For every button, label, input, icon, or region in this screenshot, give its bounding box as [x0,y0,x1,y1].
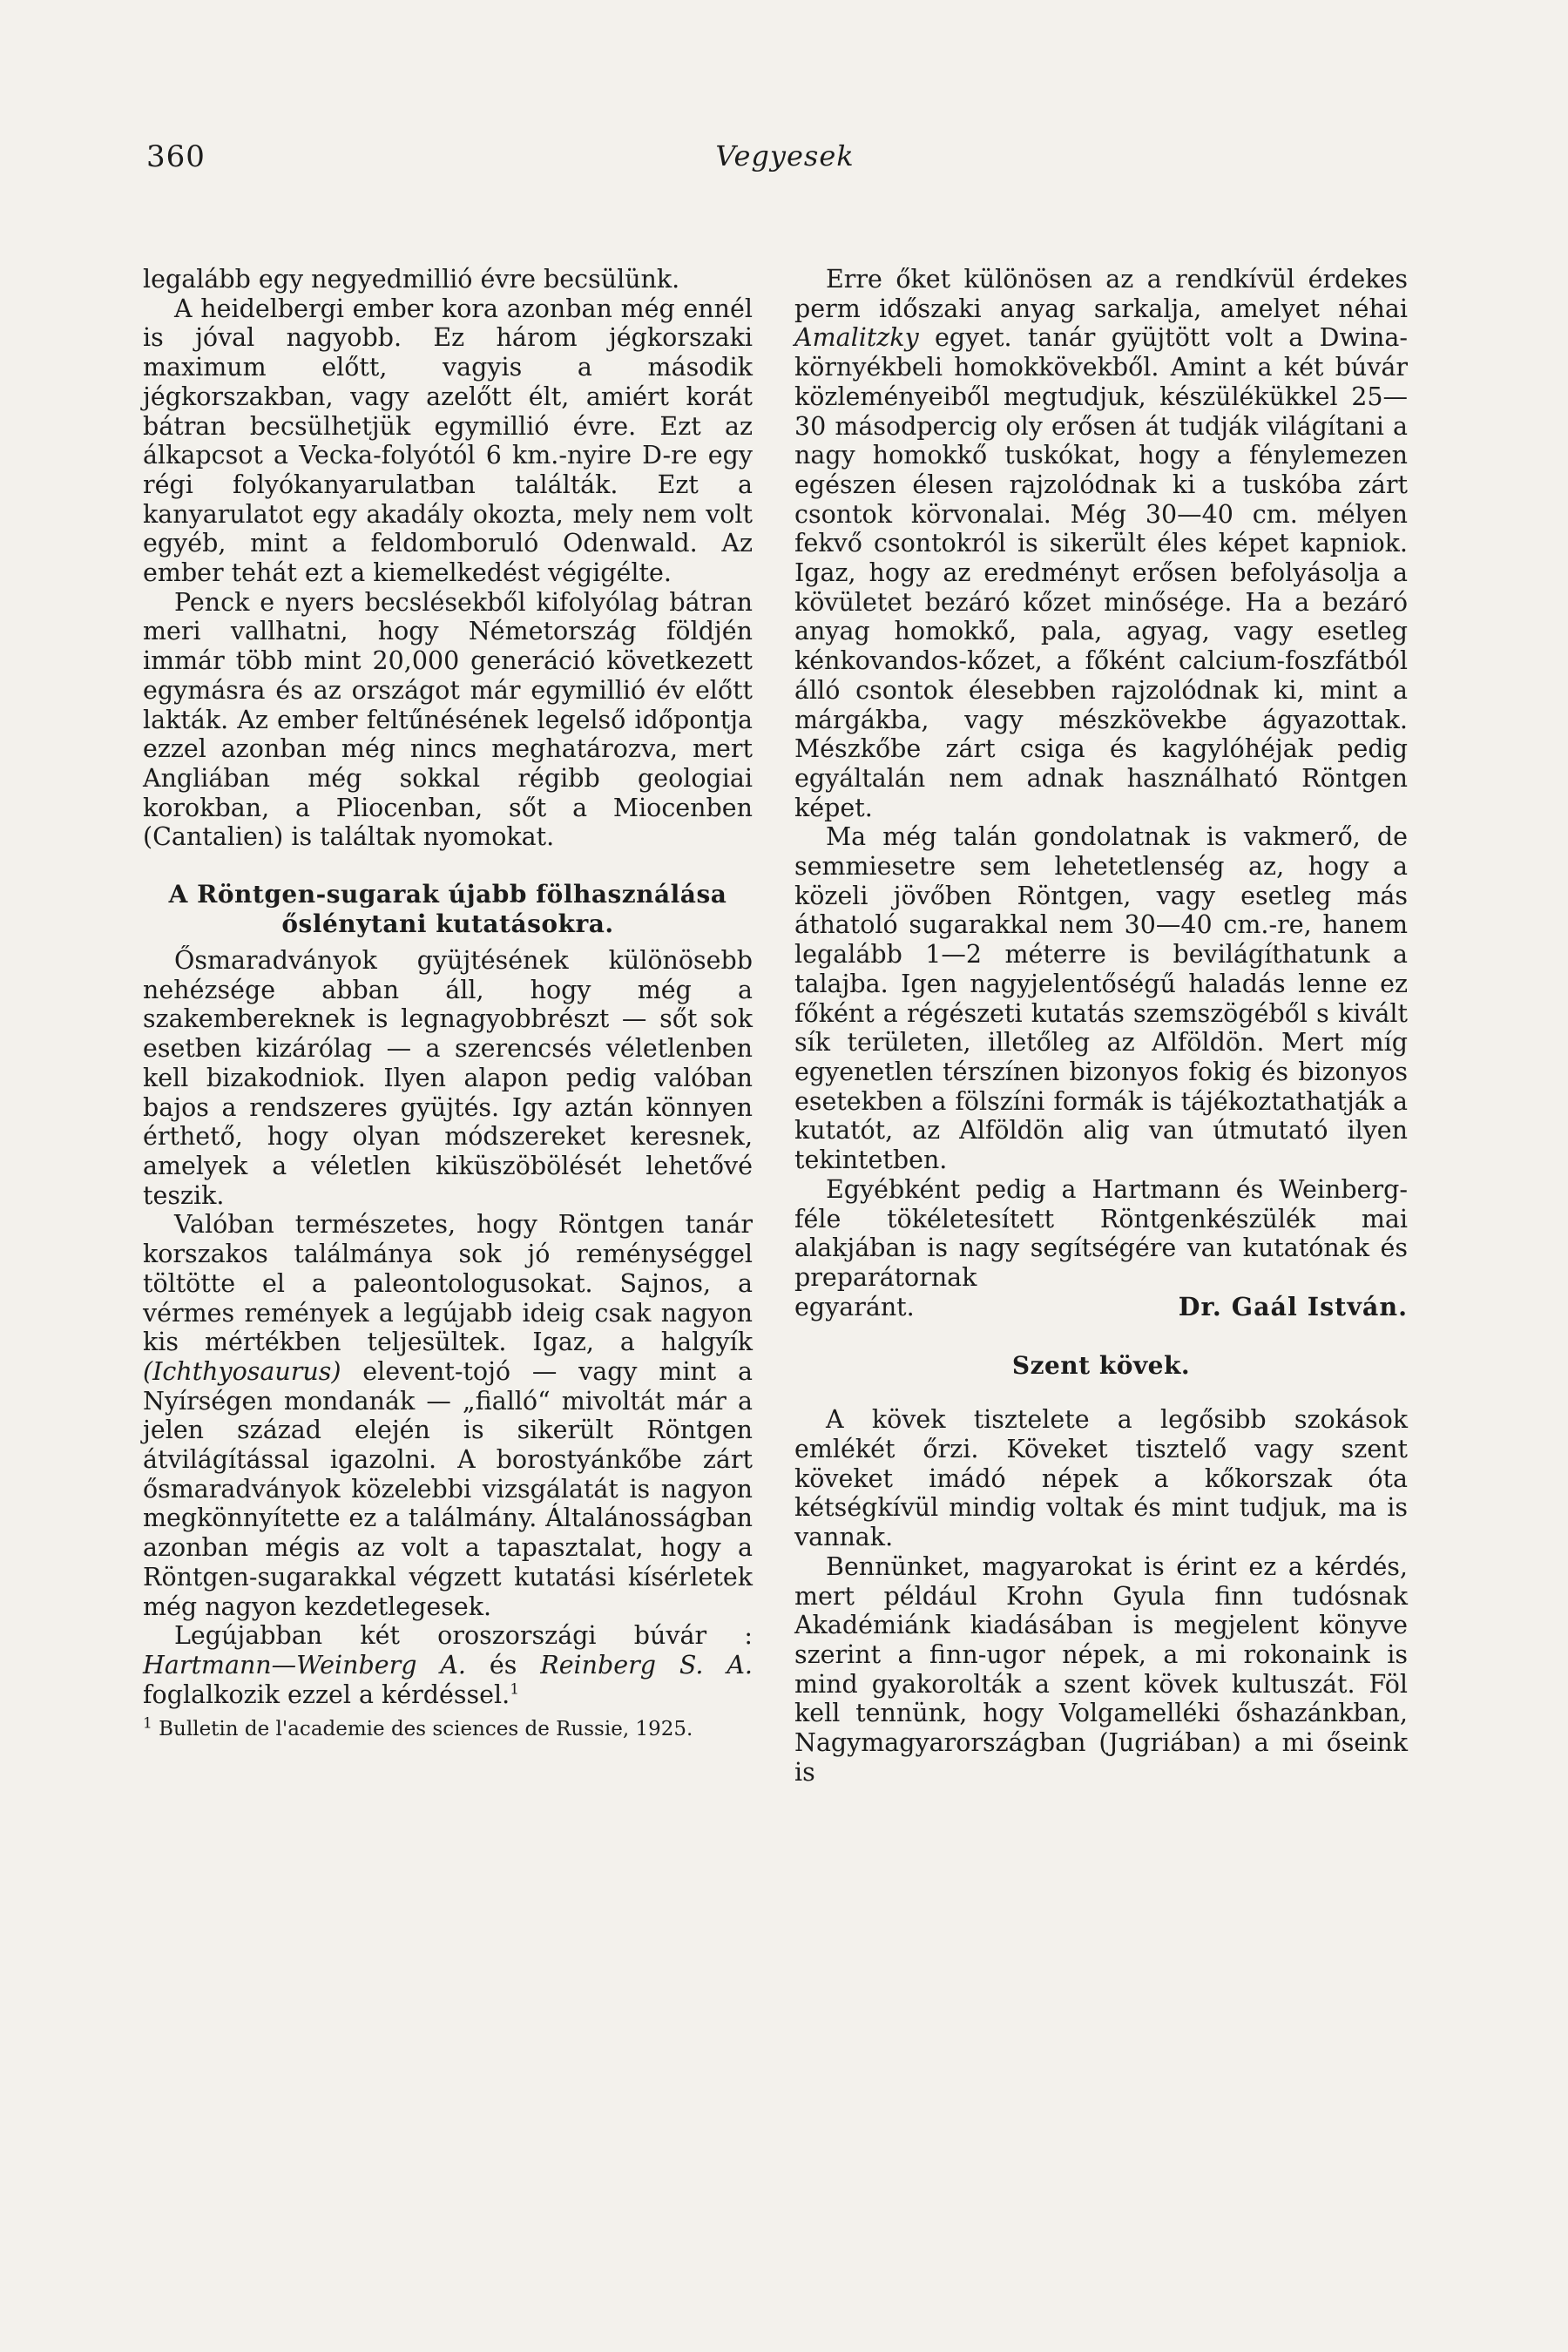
paragraph: Ma még talán gondolatnak is vakmerő, de semmiesetre sem lehetetlenség az, hogy a közeli jövőben Röntgen, vagy esetleg más áthatoló sugarakkal nem 30—40 cm.-re, hanem legalább 1—2 méterre is bevilágíthatunk a talajba. Igen nagyjelentőségű haladás lenne ez főként a régészeti kutatás szemszögéből s kivált sík területen, illetőleg az Alföldön. Mert míg egyenetlen térszínen bizonyos fokig és bizonyos esetekben a fölszíni formák is tájékoztathatják a kutatót, az Alföldön alig van útmutató ilyen tekintetben. [794,822,1408,1175]
author-signature: Dr. Gaál István. [1178,1291,1408,1321]
italic-term: (Ichthyosaurus) [143,1356,341,1386]
paragraph: A kövek tisztelete a legősibb szokások emlékét őrzi. Köveket tisztelő vagy szent köveket imádó népek a kőkorszak óta kétségkívül mindig voltak és mint tudjuk, ma is vannak. [794,1405,1408,1552]
text-run: Erre őket különösen az a rendkívül érdekes perm időszaki anyag sarkalja, amelyet néhai [794,265,1408,323]
left-column [143,265,753,1742]
footnote [143,1716,753,1742]
text-run: egyaránt. [794,1292,915,1321]
signature-line [794,1293,1408,1322]
text-run: Valóban természetes, hogy Röntgen tanár korszakos találmánya sok jó reménységgel töltötte el a paleontologusokat. Sajnos, a vérmes remények a legújabb ideig csak nagyon kis mértékben teljesültek. Igaz, a halgyík [143,1210,753,1357]
section-title-rontgen: A Röntgen-sugarak újabb fölhasználása őslénytani kutatásokra. [168,880,727,939]
paragraph [143,1210,753,1621]
section-title-szent-kovek: Szent kövek. [1011,1351,1191,1381]
text-run: elevent-tojó — vagy mint a Nyírségen mondanák — „fialló“ mivoltát már a jelen század elején is sikerült Röntgen átvilágítással igazolni. A borostyánkőbe zárt ősmaradványok közelebbi vizsgálatát is nagyon megkönnyítette ez a találmány. Általánosságban azonban mégis az volt a tapasztalat, hogy a Röntgen-sugarakkal végzett kutatási kísérletek még nagyon kezdetlegesek. [143,1356,753,1621]
paragraph [794,265,1408,822]
paragraph: legalább egy negyedmillió évre becsülünk. [143,265,680,294]
text-run: Legújabban két oroszországi búvár : [174,1621,753,1651]
paragraph: A heidelbergi ember kora azonban még ennél is jóval nagyobb. Ez három jégkorszaki maximum előtt, vagyis a második jégkorszakban, vagy azelőtt élt, amiért korát bátran becsülhetjük egymillió évre. Ezt az álkapcsot a Vecka-folyótól 6 km.-nyire D-re egy régi folyókanyarulatban találták. Ezt a kanyarulatot egy akadály okozta, mely nem volt egyéb, mint a feldomboruló Odenwald. Az ember tehát ezt a kiemelkedést végigélte. [143,294,753,588]
page-number: 360 [146,139,206,174]
paragraph [143,1621,753,1709]
italic-author: Hartmann—Weinberg A. [143,1650,466,1680]
footnote-text: Bulletin de l'academie des sciences de Russie, 1925. [152,1718,693,1741]
footnote-reference: 1 [510,1680,520,1699]
italic-author: Reinberg S. A. [540,1650,753,1680]
paragraph: Penck e nyers becslésekből kifolyólag bátran meri vallhatni, hogy Németország földjén immár több mint 20,000 generáció következett egymásra és az országot már egymillió év előtt lakták. Az ember feltűnésének legelső időpontja ezzel azonban még nincs meghatározva, mert Angliában még sokkal régibb geologiai korokban, a Pliocenban, sőt a Miocenben (Cantalien) is találtak nyomokat. [143,587,753,852]
right-column [794,265,1408,1787]
page-header [146,139,1423,183]
paragraph: Egyébként pedig a Hartmann és Weinberg-féle tökéletesített Röntgenkészülék mai alakjában is nagy segítségére van kutatónak és preparátornak [794,1174,1408,1292]
paragraph: Ősmaradványok gyüjtésének különösebb nehézsége abban áll, hogy még a szakembereknek is legnagyobbrészt — sőt sok esetben kizárólag — a szerencsés véletlenben kell bizakodniok. Ilyen alapon pedig valóban bajos a rendszeres gyüjtés. Igy aztán könnyen érthető, hogy olyan módszereket keresnek, amelyek a véletlen kiküszöbölését lehetővé teszik. [143,946,753,1210]
footnote-mark: 1 [143,1714,152,1733]
text-run: foglalkozik ezzel a kérdéssel. [143,1680,510,1709]
running-head: Vegyesek [715,139,855,172]
text-run: és [465,1650,541,1680]
text-run: egyet. tanár gyüjtött volt a Dwina-környékbeli homokkövekből. Amint a két búvár közleményeiből megtudjuk, készülékükkel 25—30 másodpercig oly erősen át tudják világítani a nagy homokkő tuskókat, hogy a fénylemezen egészen élesen rajzolódnak ki a tuskóba zárt csontok körvonalai. Még 30—40 cm. mélyen fekvő csontokról is sikerült éles képet kapniok. Igaz, hogy az eredményt erősen befolyásolja a kövületet bezáró kőzet minősége. Ha a bezáró anyag homokkő, pala, agyag, vagy esetleg kénkovandos-kőzet, a főként calcium-foszfátból álló csontok élesebben rajzolódnak ki, mint a márgákba, vagy mészkövekbe ágyazottak. Mészkőbe zárt csiga és kagylóhéjak pedig egyáltalán nem adnak használható Röntgen képet. [794,323,1408,822]
italic-name: Amalitzky [794,323,919,353]
paragraph: Bennünket, magyarokat is érint ez a kérdés, mert például Krohn Gyula finn tudósnak Akadémiánk kiadásában is megjelent könyve szerint a finn-ugor népek, a mi rokonaink is mind gyakorolták a szent kövek kultuszát. Föl kell tennünk, hogy Volgamelléki őshazánkban, Nagymagyarországban (Jugriában) a mi őseink is [794,1551,1408,1787]
